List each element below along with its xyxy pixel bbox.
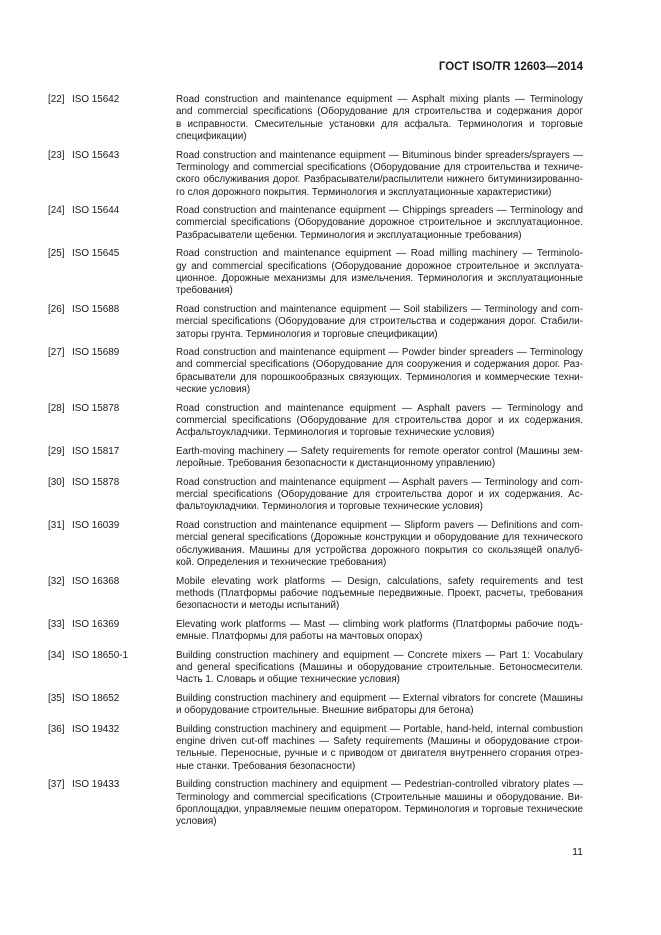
entry-title-line: Mobile elevating work platforms — Design, calculations, safety requirements and test <box>176 575 583 587</box>
entry-title <box>176 205 583 242</box>
standard-code: ISO 15642 <box>72 94 120 105</box>
entry-title-line: and commercial specifications (Оборудование для строительства и содержания дорог <box>176 106 583 118</box>
entry-title-line: брасыватели для порошкообразных связующих. Терминология и коммерческие техни- <box>176 371 583 383</box>
standard-code: ISO 15878 <box>72 402 120 414</box>
entry-title <box>176 304 583 341</box>
entry-number: [35] <box>48 692 65 704</box>
entry-title-line: фальтоукладчики. Терминология и торговые технические условия) <box>176 501 483 513</box>
bibliography-entry <box>48 248 583 297</box>
bibliography-entry <box>48 403 583 440</box>
entry-number: [24] <box>48 205 65 217</box>
entry-number: [30] <box>48 476 65 488</box>
entry-number: [27] <box>48 347 65 359</box>
entry-number: [29] <box>48 445 65 457</box>
bibliography-entry <box>48 650 583 687</box>
entry-title-line: Road construction and maintenance equipment — Asphalt pavers — Terminology and com- <box>176 476 583 488</box>
standard-code: ISO 18652 <box>72 692 120 704</box>
entry-title-line: Road construction and maintenance equipment — Asphalt mixing plants — Terminology <box>176 94 583 105</box>
entry-title-line: заторы грунта. Терминология и торговые спецификации) <box>176 328 438 340</box>
standard-code: ISO 15643 <box>72 149 120 161</box>
bibliography-list <box>48 94 583 835</box>
entry-title <box>176 724 583 773</box>
entry-title-line: требования) <box>176 285 233 297</box>
bibliography-entry <box>48 576 583 613</box>
entry-title-line: Earth-moving machinery — Safety requirements for remote operator control (Машины зем- <box>176 445 583 457</box>
standard-code: ISO 16368 <box>72 575 120 587</box>
entry-title-line: кой. Определения и технические требования) <box>176 557 387 569</box>
entry-title <box>176 403 583 440</box>
entry-title <box>176 779 583 828</box>
entry-title-line: ционное. Дорожные механизмы для измельчения. Терминология и эксплуатационные <box>176 273 583 285</box>
entry-number: [37] <box>48 779 65 791</box>
bibliography-entry <box>48 477 583 514</box>
entry-number: [22] <box>48 94 65 105</box>
bibliography-entry <box>48 446 583 471</box>
entry-title-line: Часть 1. Словарь и общие технические условия) <box>176 674 400 686</box>
entry-number: [28] <box>48 402 65 414</box>
entry-title-line: methods (Платформы рабочие подъемные передвижные. Проект, расчеты, требования <box>176 587 583 599</box>
entry-number: [32] <box>48 575 65 587</box>
standard-code: ISO 19432 <box>72 723 120 735</box>
entry-title-line: емные. Платформы для работы на мачтовых опорах) <box>176 631 423 643</box>
entry-title <box>176 347 583 396</box>
entry-number: [23] <box>48 149 65 161</box>
bibliography-entry <box>48 304 583 341</box>
entry-title-line: Road construction and maintenance equipment — Asphalt pavers — Terminology and <box>176 402 583 414</box>
entry-title-line: го слоя дорожного покрытия. Терминология и эксплуатационные характеристики) <box>176 186 552 198</box>
entry-title-line: обслуживания. Машины для устройства дорожного покрытия со скользящей опалуб- <box>176 544 583 556</box>
standard-code: ISO 16369 <box>72 618 120 630</box>
entry-number: [25] <box>48 248 65 260</box>
entry-title-line: Road construction and maintenance equipment — Soil stabilizers — Terminology and com- <box>176 303 583 315</box>
standard-code: ISO 15644 <box>72 205 120 217</box>
standard-code: ISO 15878 <box>72 476 120 488</box>
entry-title <box>176 477 583 514</box>
standard-code: ISO 15817 <box>72 445 120 457</box>
entry-title <box>176 248 583 297</box>
standard-code: ISO 15689 <box>72 347 120 359</box>
entry-title-line: engine driven cut-off machines — Safety requirements (Машины и оборудование строи- <box>176 736 583 748</box>
entry-title-line: в исправности. Смесительные установки для асфальта. Терминология и торговые <box>176 118 583 130</box>
entry-number: [26] <box>48 303 65 315</box>
entry-number: [36] <box>48 723 65 735</box>
entry-number: [34] <box>48 649 65 661</box>
entry-title-line: Road construction and maintenance equipment — Chippings spreaders — Terminology and <box>176 205 583 217</box>
entry-title-line: Разбрасыватели щебенки. Терминология и эксплуатационные требования) <box>176 229 522 241</box>
entry-title <box>176 520 583 569</box>
entry-title-line: безопасности и методы испытаний) <box>176 600 340 612</box>
page-number: 11 <box>572 846 583 858</box>
entry-number: [33] <box>48 618 65 630</box>
entry-number: [31] <box>48 520 65 531</box>
entry-title-line: and commercial specifications (Оборудование для сооружения и содержания дорог. Раз- <box>176 359 583 371</box>
bibliography-entry <box>48 779 583 828</box>
entry-title-line: леройные. Требования безопасности к дистанционному управлению) <box>176 458 496 470</box>
entry-title-line: ческие условия) <box>176 384 251 396</box>
entry-title-line: Terminology and commercial specifications (Оборудование для строительства и техниче- <box>176 161 583 173</box>
bibliography-entry <box>48 619 583 644</box>
entry-title-line: Road construction and maintenance equipment — Powder binder spreaders — Terminology <box>176 347 583 359</box>
entry-title <box>176 150 583 199</box>
entry-title-line: and general specifications (Машины и оборудование строительные. Бетоносмесители. <box>176 662 583 673</box>
entry-title-line: Асфальтоукладчики. Терминология и торговые технические условия) <box>176 427 495 439</box>
standard-code: ISO 15645 <box>72 248 120 260</box>
standard-code: ISO 19433 <box>72 779 120 791</box>
bibliography-entry <box>48 724 583 773</box>
entry-title-line: спецификации) <box>176 131 247 143</box>
entry-title-line: Building construction machinery and equipment — Pedestrian-controlled vibratory plates — <box>176 779 583 791</box>
bibliography-entry <box>48 205 583 242</box>
bibliography-entry <box>48 94 583 143</box>
entry-title <box>176 650 583 687</box>
document-header: ГОСТ ISO/TR 12603—2014 <box>438 61 583 73</box>
bibliography-entry <box>48 520 583 569</box>
entry-title-line: gy and commercial specifications (Оборудование дорожное строительное и эксплуата- <box>176 260 583 272</box>
entry-title-line: mercial specifications (Оборудование для строительства дорог и их содержания. Ас- <box>176 489 583 501</box>
standard-code: ISO 16039 <box>72 520 120 531</box>
bibliography-entry <box>48 693 583 718</box>
entry-title-line: Building construction machinery and equipment — Concrete mixers — Part 1: Vocabulary <box>176 649 583 661</box>
entry-title-line: mercial specifications (Оборудование для строительства и содержания дорог. Стабили- <box>176 316 583 328</box>
entry-title <box>176 94 583 143</box>
entry-title <box>176 619 583 644</box>
entry-title-line: броплощадки, управляемые пешим оператором. Терминология и торговые технические <box>176 804 583 815</box>
entry-title-line: mercial general specifications (Дорожные конструкции и оборудование для технического <box>176 532 583 544</box>
bibliography-entry <box>48 347 583 396</box>
entry-title-line: Building construction machinery and equipment — External vibrators for concrete (Машины <box>176 692 583 704</box>
entry-title-line: Terminology and commercial specifications (Строительные машины и оборудование. Ви- <box>176 791 583 803</box>
entry-title-line: Road construction and maintenance equipment — Road milling machinery — Terminolo- <box>176 248 583 260</box>
entry-title <box>176 446 583 471</box>
entry-title-line: Road construction and maintenance equipment — Bituminous binder spreaders/sprayers — <box>176 149 583 161</box>
entry-title-line: условия) <box>176 816 217 828</box>
entry-title-line: commercial specifications (Оборудование для строительства дорог и их содержания. <box>176 415 583 427</box>
entry-title-line: Road construction and maintenance equipment — Slipform pavers — Definitions and com- <box>176 520 583 531</box>
entry-title-line: commercial specifications (Оборудование дорожное строительное и эксплуатационное. <box>176 217 583 229</box>
entry-title-line: Building construction machinery and equipment — Portable, hand-held, internal combustion <box>176 723 583 735</box>
entry-title-line: и оборудование строительные. Внешние вибраторы для бетона) <box>176 705 474 717</box>
entry-title-line: Elevating work platforms — Mast — climbing work platforms (Платформы рабочие подъ- <box>176 618 583 630</box>
standard-code: ISO 18650-1 <box>72 649 128 661</box>
bibliography-entry <box>48 150 583 199</box>
entry-title <box>176 693 583 718</box>
standard-code: ISO 15688 <box>72 303 120 315</box>
entry-title <box>176 576 583 613</box>
entry-title-line: ные станки. Требования безопасности) <box>176 760 356 772</box>
entry-title-line: ского обслуживания дорог. Разбрасыватели/распылители нижнего битуминизированно- <box>176 174 583 186</box>
entry-title-line: тельные. Переносные, ручные и с приводом от двигателя внутреннего сгорания отрез- <box>176 748 583 760</box>
